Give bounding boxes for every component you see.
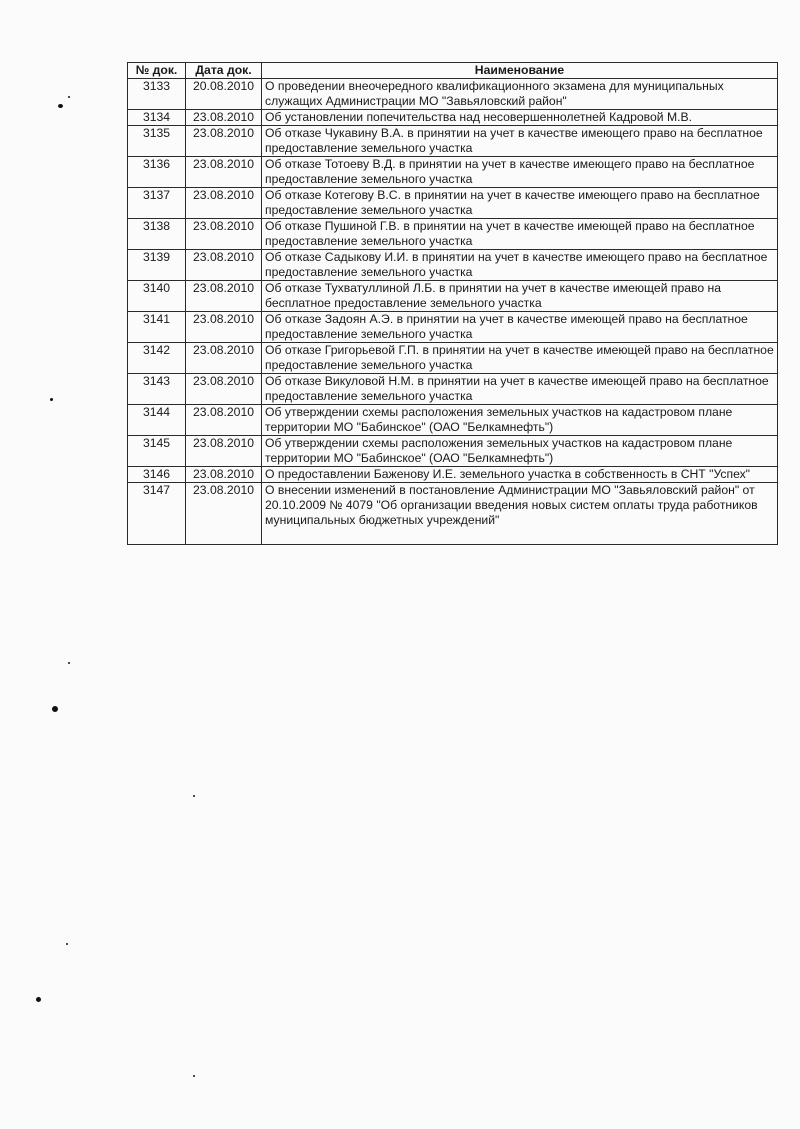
document-title: Об отказе Тухватуллиной Л.Б. в принятии на учет в качестве имеющей право на бесплатное предоставление земельного участка xyxy=(262,281,778,312)
table-row xyxy=(128,79,778,110)
scan-speck xyxy=(36,997,41,1002)
document-number: 3138 xyxy=(128,219,186,250)
document-number: 3134 xyxy=(128,110,186,126)
scan-speck xyxy=(193,795,195,797)
document-number: 3137 xyxy=(128,188,186,219)
document-title: Об утверждении схемы расположения земельных участков на кадастровом плане территории МО "Бабинское" (ОАО "Белкамнефть") xyxy=(262,436,778,467)
document-title: Об установлении попечительства над несовершеннолетней Кадровой М.В. xyxy=(262,110,778,126)
scan-speck xyxy=(66,943,68,945)
document-title: Об отказе Григорьевой Г.П. в принятии на учет в качестве имеющей право на бесплатное предоставление земельного участка xyxy=(262,343,778,374)
document-number: 3141 xyxy=(128,312,186,343)
document-title: Об отказе Тотоеву В.Д. в принятии на учет в качестве имеющего право на бесплатное предоставление земельного участка xyxy=(262,157,778,188)
document-number: 3147 xyxy=(128,483,186,545)
document-date: 23.08.2010 xyxy=(186,405,262,436)
document-title: Об отказе Пушиной Г.В. в принятии на учет в качестве имеющей право на бесплатное предоставление земельного участка xyxy=(262,219,778,250)
table-row xyxy=(128,374,778,405)
document-date: 23.08.2010 xyxy=(186,281,262,312)
document-date: 23.08.2010 xyxy=(186,157,262,188)
document-number: 3142 xyxy=(128,343,186,374)
document-number: 3146 xyxy=(128,467,186,483)
table-row xyxy=(128,312,778,343)
scan-speck xyxy=(68,96,70,98)
document-date: 23.08.2010 xyxy=(186,110,262,126)
document-title: О внесении изменений в постановление Администрации МО "Завьяловский район" от 20.10.2009 № 4079 "Об организации введения новых систем оплаты труда работников муниципальных бюджетных учреждений" xyxy=(262,483,778,545)
document-title: О проведении внеочередного квалификационного экзамена для муниципальных служащих Администрации МО "Завьяловский район" xyxy=(262,79,778,110)
document-title: Об отказе Чукавину В.А. в принятии на учет в качестве имеющего право на бесплатное предоставление земельного участка xyxy=(262,126,778,157)
document-number: 3135 xyxy=(128,126,186,157)
document-date: 23.08.2010 xyxy=(186,188,262,219)
table-row xyxy=(128,126,778,157)
scan-speck xyxy=(68,662,70,664)
document-date: 23.08.2010 xyxy=(186,126,262,157)
document-number: 3140 xyxy=(128,281,186,312)
document-date: 23.08.2010 xyxy=(186,312,262,343)
scan-speck xyxy=(58,104,63,108)
document-number: 3143 xyxy=(128,374,186,405)
column-header-date: Дата док. xyxy=(186,63,262,79)
scan-speck xyxy=(193,1075,195,1077)
table-row xyxy=(128,219,778,250)
table-row xyxy=(128,281,778,312)
table-row xyxy=(128,467,778,483)
table-row xyxy=(128,188,778,219)
document-date: 23.08.2010 xyxy=(186,467,262,483)
column-header-title: Наименование xyxy=(262,63,778,79)
document-title: О предоставлении Баженову И.Е. земельного участка в собственность в СНТ "Успех" xyxy=(262,467,778,483)
document-number: 3144 xyxy=(128,405,186,436)
table-row xyxy=(128,483,778,545)
document-registry-table xyxy=(127,62,778,545)
table-header-row xyxy=(128,63,778,79)
document-title: Об отказе Котегову В.С. в принятии на учет в качестве имеющего право на бесплатное предоставление земельного участка xyxy=(262,188,778,219)
document-date: 23.08.2010 xyxy=(186,374,262,405)
document-date: 23.08.2010 xyxy=(186,436,262,467)
document-date: 20.08.2010 xyxy=(186,79,262,110)
table-row xyxy=(128,157,778,188)
table-row xyxy=(128,110,778,126)
table-row xyxy=(128,343,778,374)
column-header-number: № док. xyxy=(128,63,186,79)
scan-speck xyxy=(52,706,58,712)
table-row xyxy=(128,405,778,436)
document-title: Об отказе Викуловой Н.М. в принятии на учет в качестве имеющей право на бесплатное предоставление земельного участка xyxy=(262,374,778,405)
document-title: Об утверждении схемы расположения земельных участков на кадастровом плане территории МО "Бабинское" (ОАО "Белкамнефть") xyxy=(262,405,778,436)
document-number: 3145 xyxy=(128,436,186,467)
document-date: 23.08.2010 xyxy=(186,343,262,374)
document-date: 23.08.2010 xyxy=(186,219,262,250)
document-number: 3133 xyxy=(128,79,186,110)
document-number: 3139 xyxy=(128,250,186,281)
table-row xyxy=(128,250,778,281)
table-row xyxy=(128,436,778,467)
document-title: Об отказе Садыкову И.И. в принятии на учет в качестве имеющего право на бесплатное предоставление земельного участка xyxy=(262,250,778,281)
document-date: 23.08.2010 xyxy=(186,250,262,281)
document-number: 3136 xyxy=(128,157,186,188)
document-date: 23.08.2010 xyxy=(186,483,262,545)
scan-speck xyxy=(50,398,53,401)
document-title: Об отказе Задоян А.Э. в принятии на учет в качестве имеющей право на бесплатное предоставление земельного участка xyxy=(262,312,778,343)
